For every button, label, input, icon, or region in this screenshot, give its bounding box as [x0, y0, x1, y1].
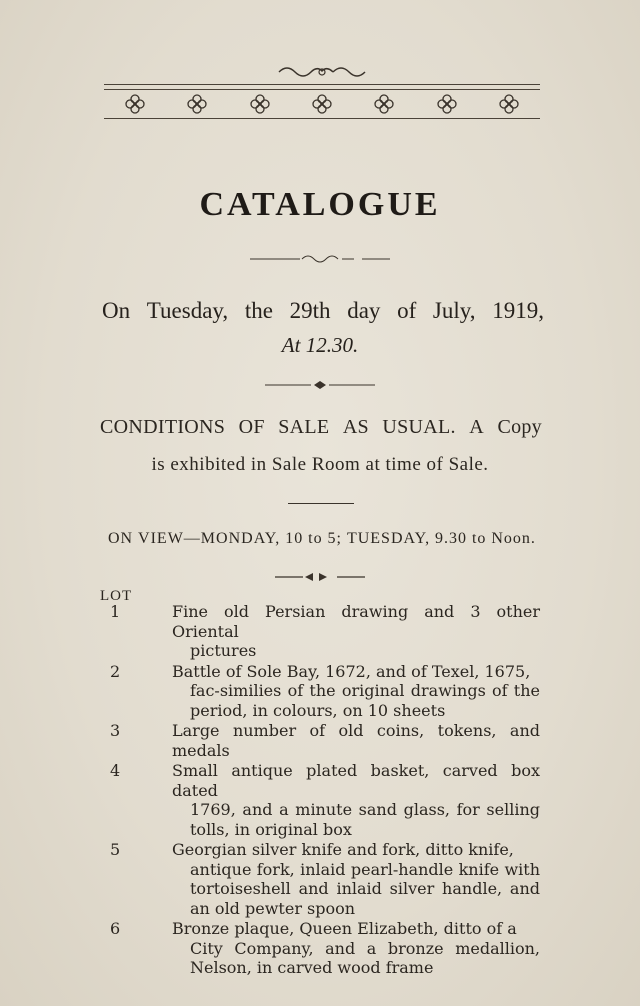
lot-item — [100, 721, 540, 760]
ornament-rule-top — [104, 84, 540, 85]
flower-ornament-icon — [374, 94, 394, 114]
lot-column-header: LOT — [100, 588, 133, 604]
conditions-word: AS — [342, 416, 369, 438]
lot-number: 4 — [110, 761, 121, 780]
divider-flourish-1 — [0, 252, 640, 271]
lot-item — [100, 919, 540, 978]
conditions-word: A — [469, 416, 485, 438]
conditions-word: SALE — [278, 416, 330, 438]
lot-description-first-line: Large number of old coins, tokens, and medals — [172, 721, 540, 760]
view-word: to — [471, 530, 487, 547]
lot-description — [172, 662, 540, 721]
lot-number: 5 — [110, 840, 121, 859]
lot-list — [100, 602, 540, 979]
flower-border — [104, 94, 540, 114]
lot-number: 6 — [110, 919, 121, 938]
sale-date-line — [102, 298, 544, 324]
view-word: VIEW—MONDAY, — [138, 530, 281, 547]
flower-ornament-icon — [187, 94, 207, 114]
flower-ornament-icon — [312, 94, 332, 114]
view-word: ON — [108, 530, 134, 547]
flower-ornament-icon — [499, 94, 519, 114]
lot-number: 1 — [110, 602, 121, 621]
flower-ornament-icon — [125, 94, 145, 114]
conditions-word: OF — [238, 416, 265, 438]
lot-description-continuation: 1769, and a minute sand glass, for selling tolls, in original box — [190, 800, 540, 839]
view-word: 9.30 — [435, 530, 468, 547]
view-word: Noon. — [491, 530, 536, 547]
lot-description-continuation: fac-similies of the original drawings of the period, in colours, on 10 sheets — [190, 681, 540, 720]
conditions-word: Copy — [497, 416, 542, 438]
lot-description-first-line: Bronze plaque, Queen Elizabeth, ditto of a — [172, 919, 517, 938]
view-word: 5; — [327, 530, 342, 547]
lot-item — [100, 840, 540, 918]
lot-item — [100, 662, 540, 721]
view-word: 10 — [285, 530, 304, 547]
conditions-word: CONDITIONS — [100, 416, 226, 438]
date-word: 1919, — [492, 298, 544, 323]
lot-description-continuation: pictures — [190, 641, 257, 660]
lot-number: 3 — [110, 721, 121, 740]
lot-description-first-line: Small antique plated basket, carved box dated — [172, 761, 540, 800]
flower-ornament-icon — [250, 94, 270, 114]
divider-flourish-3 — [0, 570, 640, 588]
date-word: the — [244, 298, 273, 323]
date-word: of — [397, 298, 417, 323]
date-word: On — [102, 298, 131, 323]
conditions-line — [100, 416, 542, 439]
date-word: day — [347, 298, 381, 323]
lot-item — [100, 761, 540, 839]
date-word: July, — [432, 298, 476, 323]
view-word: TUESDAY, — [346, 530, 431, 547]
flower-ornament-icon — [437, 94, 457, 114]
lot-number: 2 — [110, 661, 121, 681]
view-word: to — [308, 530, 323, 547]
lot-description — [172, 761, 540, 839]
view-times-line — [108, 530, 536, 548]
sale-time: At 12.30. — [281, 333, 359, 357]
ornament-rule-top-2 — [104, 89, 540, 90]
conditions-word: USUAL. — [382, 416, 456, 438]
lot-description — [172, 919, 540, 978]
lot-description — [172, 840, 540, 918]
divider-flourish-2 — [0, 378, 640, 396]
page-title: CATALOGUE — [199, 186, 441, 223]
lot-item — [100, 602, 540, 661]
lot-description-first-line: Battle of Sole Bay, 1672, and of Texel, 1675, — [172, 661, 531, 681]
copy-exhibited-line: is exhibited in Sale Room at time of Sale. — [151, 454, 489, 475]
lot-description-first-line: Fine old Persian drawing and 3 other Oriental — [172, 602, 540, 641]
lot-description — [172, 602, 540, 661]
swirl-ornament — [104, 62, 540, 85]
date-word: 29th — [289, 298, 331, 323]
date-word: Tuesday, — [146, 298, 229, 323]
ornamental-header — [104, 62, 540, 122]
short-divider-rule — [288, 503, 354, 504]
lot-description-first-line: Georgian silver knife and fork, ditto knife, — [172, 840, 514, 859]
lot-description-continuation: antique fork, inlaid pearl-handle knife with tortoiseshell and inlaid silver handle, and an old pewter spoon — [190, 859, 540, 918]
ornament-rule-bottom — [104, 118, 540, 119]
lot-description — [172, 721, 540, 760]
lot-description-continuation: City Company, and a bronze medallion, Nelson, in carved wood frame — [190, 938, 540, 977]
